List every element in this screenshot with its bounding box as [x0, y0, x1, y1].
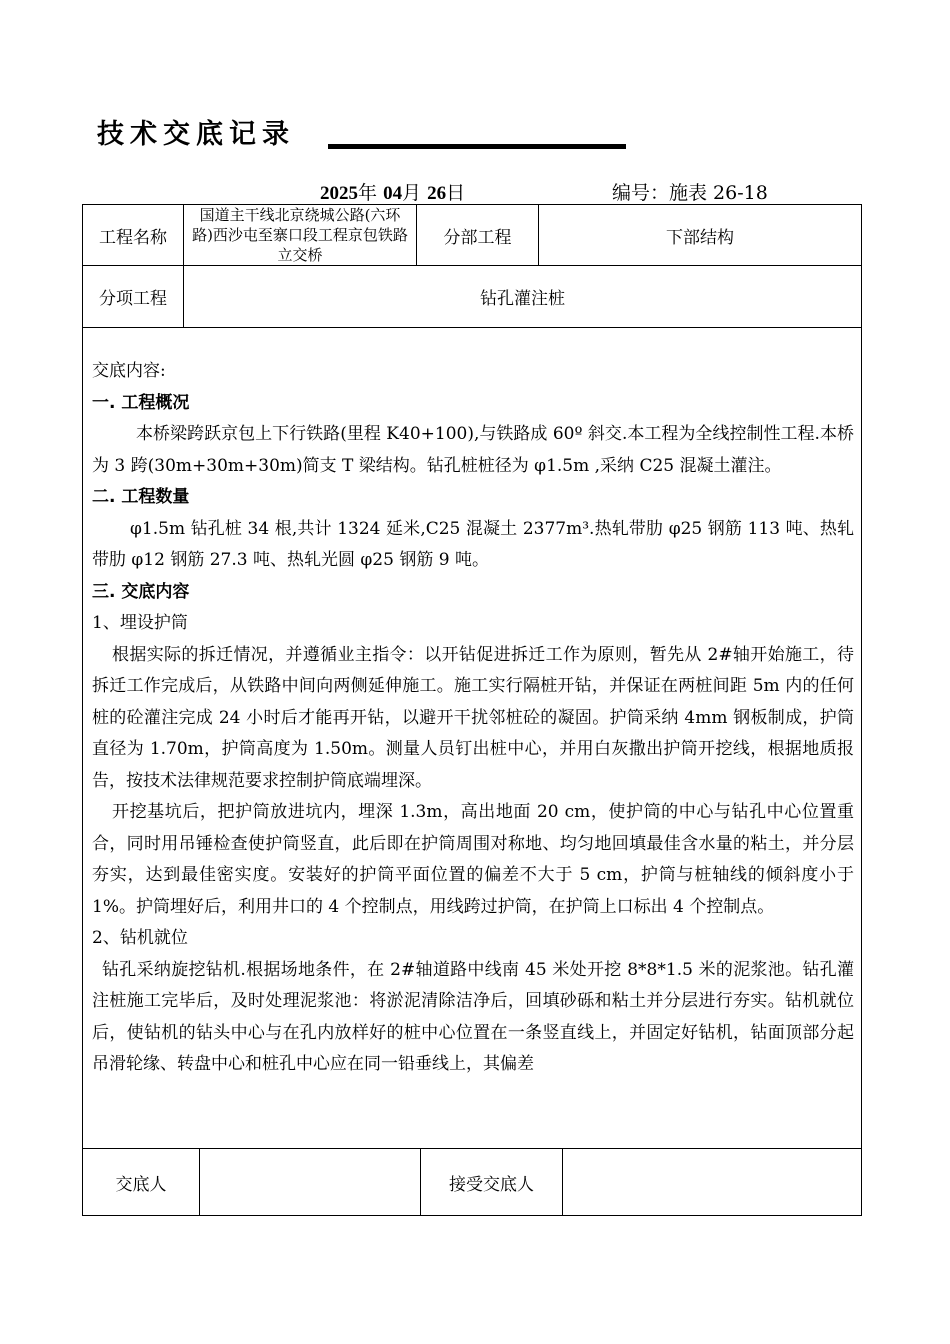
date-year: 2025 [320, 183, 358, 204]
subsection-heading: 2、钻机就位 [92, 928, 188, 948]
date-month: 04 [383, 183, 403, 204]
content-area [82, 328, 862, 1148]
date-month-unit: 月 [402, 182, 422, 204]
paragraph: 根据实际的拆迁情况，并遵循业主指令：以开钻促进拆迁工作为原则，暂先从 2#轴开始施工，待拆迁工作完成后，从铁路中间向两侧延伸施工。施工实行隔桩开钻，并保证在两桩间距 5m 内的任何桩的砼灌注完成 24 小时后才能再开钻，以避开干扰邻桩砼的凝固。护筒采纳 4mm 钢板制成，护筒直径为 1.70m，护筒高度为 1.50m。测量人员钉出桩中心，并用白灰撒出护筒开挖线，根据地质报告，按技术法律规范要求控制护筒底端埋深。 [92, 644, 854, 791]
project-name-value: 国道主干线北京绕城公路(六环路)西沙屯至寨口段工程京包铁路立交桥 [192, 206, 408, 264]
paragraph: φ1.5m 钻孔桩 34 根,共计 1324 延米,C25 混凝土 2377m³.热轧带肋 φ25 钢筋 113 吨、热轧带肋 φ12 钢筋 27.3 吨、热轧光圆 φ25 钢筋 9 吨。 [92, 518, 854, 570]
project-name-label: 工程名称 [99, 227, 167, 248]
date-day-unit: 日 [446, 182, 466, 204]
presenter-label: 交底人 [115, 1174, 167, 1195]
subitem-label: 分项工程 [99, 289, 167, 309]
paragraph: 钻孔采纳旋挖钻机.根据场地条件，在 2#轴道路中线南 45 米处开挖 8*8*1.5 米的泥浆池。钻孔灌注桩施工完毕后，及时处理泥浆池：将淤泥清除洁净后，回填砂砾和粘土并分层进行夯实。钻机就位后，使钻机的钻头中心与在孔内放样好的桩中心位置在一条竖直线上，并固定好钻机，钻面顶部分起吊滑轮缘、转盘中心和桩孔中心应在同一铅垂线上，其偏差 [92, 959, 854, 1074]
paragraph: 本桥梁跨跃京包上下行铁路(里程 K40+100),与铁路成 60º 斜交.本工程为全线控制性工程.本桥为 3 跨(30m+30m+30m)简支 T 梁结构。钻孔桩桩径为 φ1.5m ,采纳 C25 混凝土灌注。 [92, 424, 854, 476]
subitem-value: 钻孔灌注桩 [480, 289, 565, 309]
receiver-label: 接受交底人 [449, 1174, 534, 1195]
title-underline [328, 144, 626, 149]
section-heading: 二. 工程数量 [92, 487, 190, 507]
section-heading: 一. 工程概况 [92, 392, 190, 413]
presenter-signature-field[interactable] [200, 1149, 420, 1215]
subsection-heading: 1、埋设护筒 [92, 613, 188, 633]
section-heading: 三. 交底内容 [92, 581, 190, 602]
content-intro: 交底内容: [92, 361, 166, 381]
division-value: 下部结构 [666, 227, 734, 248]
division-label: 分部工程 [443, 227, 512, 248]
form-number: 编号：施表 26-18 [612, 182, 768, 204]
content-body [92, 356, 854, 1081]
paragraph: 开挖基坑后，把护筒放进坑内，埋深 1.3m，高出地面 20 cm，使护筒的中心与钻孔中心位置重合，同时用吊锤检查使护筒竖直，此后即在护筒周围对称地、均匀地回填最佳含水量的粘土，并分层夯实，达到最佳密实度。安装好的护筒平面位置的偏差不大于 5 cm，护筒与桩轴线的倾斜度小于 1%。护筒埋好后，利用井口的 4 个控制点，用线跨过护筒，在护筒上口标出 4 个控制点。 [92, 802, 854, 917]
date-year-unit: 年 [358, 182, 378, 204]
document-title: 技术交底记录 [97, 119, 295, 150]
document-date [320, 178, 465, 205]
receiver-signature-field[interactable] [563, 1149, 861, 1215]
date-day: 26 [427, 183, 447, 204]
